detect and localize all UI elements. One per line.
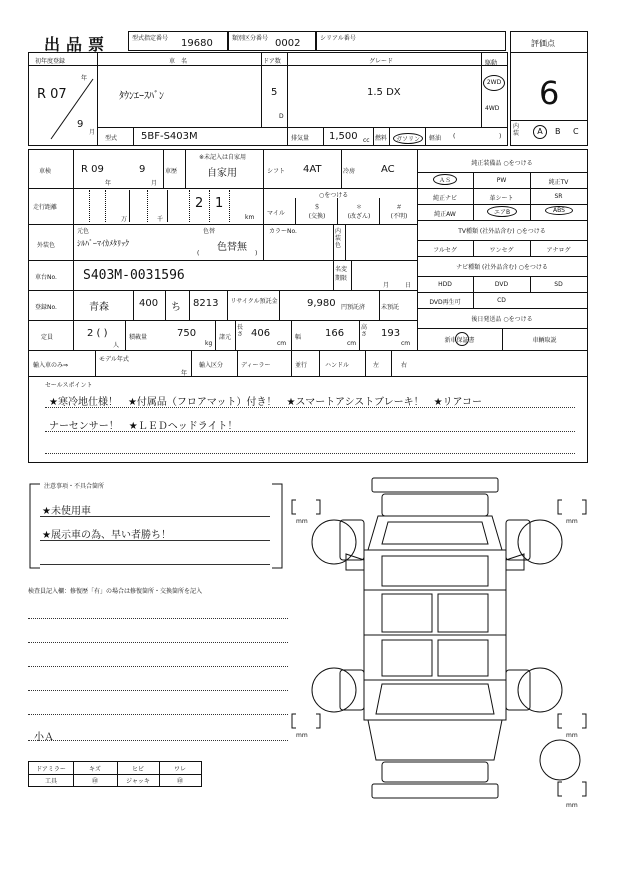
vehicle-basic-box: 初年度登録 R 07 年 9 月 車 名 ﾀｳﾝｴｰｽﾊﾞﾝ ドア数 5 D グレード 1.5 DX 駆動 2WD 4WD 型式 5BF-S403M 排気量 1,500 cc 燃料 ガソリン 軽油 ( ) (28, 52, 508, 146)
mm-label-rl: mm (296, 732, 308, 739)
height-value: 193 (381, 328, 401, 339)
door-count: 5 (271, 87, 278, 98)
equip-airbag-circle: エアB (487, 206, 517, 217)
form-title: 出品票 (44, 35, 111, 54)
note-line-2: ★展示車の為、早い者勝ち！ (42, 530, 171, 541)
score-box: 評価点 6 内装 A B C (510, 31, 588, 146)
load-capacity: 750 (177, 328, 197, 339)
type-no-box: 型式指定番号 19680 (128, 31, 228, 51)
vehicle-info-box: 車検 R 09 年 9 月 車歴 ※未記入は自家用 自家用 シフト 4AT 冷房 AC 走行距離 万 千 2 1 km ○をつける マイル ＄ (交換) ＊ (改ざん) ＃ (不明) 外装色 元色 ｼﾙﾊﾞｰﾏｲｶﾒﾀﾘｯｸ 色替 色替無 ( ) カラーNo. 内装色 車台No. S403M-0031596 名変期限 月 日 登録No. 青森 400 ち 8213 リサイクル預託金 9,980 円預託済 未預託 定員 2 ( ) 人 積載量 750 kg 諸元 長さ 406 cm 幅 166 cm 高さ 193 cm 輸入車のみ⇒ モデル年式 年 輸入区分 ディーラー 並行 ハンドル 左 右 純正装備品 ○をつける TV種類 (社外品含む) ○をつける ナビ種類 (社外品含む) ○をつける 後日発送品 ○をつける ＡＳ PW 純正TV 純正ナビ 革シート SR 純正AW エアB ABS フルセグ ワンセグ アナログ HDD DVD SD DVD再生可 CD 新車保証書 車輌取説 (28, 149, 588, 377)
inspection-year: R 09 (81, 164, 104, 175)
mileage-digit-1: 2 (195, 196, 204, 211)
score-value: 6 (539, 74, 560, 112)
exterior-color: ｼﾙﾊﾞｰﾏｲｶﾒﾀﾘｯｸ (77, 239, 129, 248)
equip-abs-circle: ABS (545, 206, 573, 215)
warranty-circle (455, 332, 469, 346)
note-line-1: ★未使用車 (42, 506, 91, 517)
ac-type: AC (381, 164, 395, 175)
sales-line-1: ★寒冷地仕様！ ★付属品（フロアマット）付き！ ★スマートアシストブレーキ！ ★リアコー (49, 397, 483, 408)
car-diagram (290, 470, 600, 810)
notes-box: 注意事項・不具合箇所 ★未使用車 ★展示車の為、早い者勝ち！ (28, 480, 284, 572)
mm-label-fl: mm (296, 518, 308, 525)
inspector-label: 検査員記入欄：修復歴「有」の場合は修復箇所・交換箇所を記入 (28, 588, 203, 595)
recycle-fee: 9,980 (307, 298, 336, 309)
legend-table: ドアミラー キズ ヒビ ワレ 工具 ㊞ ジャッキ ㊞ (28, 761, 202, 787)
reg-place: 青森 (89, 302, 109, 313)
warranty-book: 新車保証書 (444, 337, 475, 344)
width-value: 166 (325, 328, 345, 339)
first-reg-year: R 07 (37, 87, 67, 102)
equip-as-circle: ＡＳ (433, 174, 457, 185)
length-value: 406 (251, 328, 271, 339)
category-no: 0002 (275, 38, 301, 49)
sales-points-box: セールスポイント ★寒冷地仕様！ ★付属品（フロアマット）付き！ ★スマートアシストブレーキ！ ★リアコー ナーセンサー！ ★ＬＥＤヘッドライト！ (28, 377, 588, 463)
fuel-gasoline-circle: ガソリン (393, 133, 423, 144)
mm-label-spare: mm (566, 802, 578, 809)
serial-box: シリアル番号 (316, 31, 506, 51)
vehicle-history: 自家用 (207, 168, 237, 179)
displacement: 1,500 (329, 131, 358, 142)
type-no: 19680 (181, 38, 213, 49)
mileage-digit-2: 1 (215, 196, 224, 211)
mm-label-rr: mm (566, 732, 578, 739)
car-name: ﾀｳﾝｴｰｽﾊﾞﾝ (119, 91, 164, 102)
inspector-mark: 小Ａ (34, 732, 54, 743)
reg-number: 8213 (193, 298, 219, 309)
equipment-panel: 純正装備品 ○をつける TV種類 (社外品含む) ○をつける ナビ種類 (社外品含む) ○をつける 後日発送品 ○をつける ＡＳ PW 純正TV 純正ナビ 革シート SR 純正AW エアB ABS フルセグ ワンセグ アナログ HDD DVD SD DVD再生可 CD 新車保証書 車輌取説 (417, 150, 587, 350)
capacity: 2 ( ) (87, 328, 108, 339)
shift-type: 4AT (303, 164, 322, 175)
reg-kana: ち (171, 302, 181, 313)
inspection-month: 9 (139, 164, 146, 175)
model-code: 5BF-S403M (141, 131, 198, 142)
category-box: 類別区分番号 0002 (228, 31, 316, 51)
first-reg-month: 9 (77, 119, 84, 130)
sales-line-2: ナーセンサー！ ★ＬＥＤヘッドライト！ (49, 421, 238, 432)
mm-label-fr: mm (566, 518, 578, 525)
grade: 1.5 DX (367, 87, 401, 98)
drive-2wd-circle: 2WD (483, 75, 505, 91)
interior-a-circle: A (533, 125, 547, 139)
reg-class: 400 (139, 298, 159, 309)
color-change: 色替無 (217, 242, 247, 253)
chassis-number: S403M-0031596 (83, 268, 185, 283)
